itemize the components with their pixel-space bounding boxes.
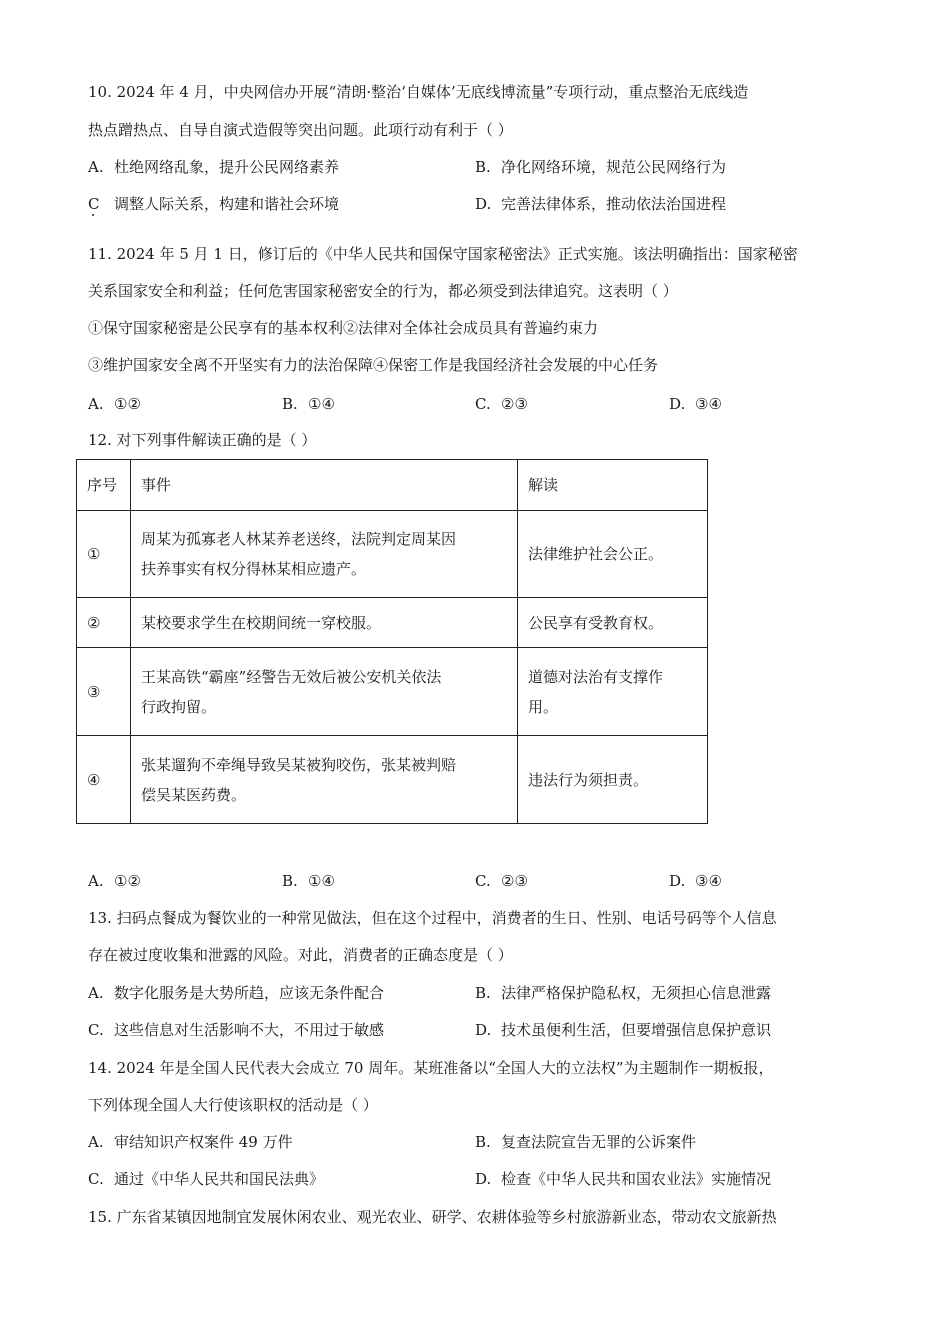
row-event: 王某高铁“霸座”经警告无效后被公安机关依法 行政拘留。 [131,648,518,736]
q11-option-b: B. ①④ [282,395,335,413]
row-number: ② [77,598,131,648]
q10-stem-line2: 热点蹭热点、自导自演式造假等突出问题。此项行动有利于（ ） [88,121,513,139]
row-event: 周某为孤寡老人林某养老送终，法院判定周某因 扶养事实有权分得林某相应遗产。 [131,511,518,598]
q10-option-b: B. 净化网络环境，规范公民网络行为 [475,158,727,176]
q11-option-d: D. ③④ [669,395,722,413]
header-event: 事件 [131,460,518,511]
q11-option-c: C. ②③ [475,395,528,413]
q11-option-a: A. ①② [88,395,141,413]
q14-option-a: A. 审结知识产权案件 49 万件 [88,1133,293,1151]
q14-stem-line2: 下列体现全国人大行使该职权的活动是（ ） [88,1096,378,1114]
q12-option-b: B. ①④ [282,872,335,890]
row-reading: 道德对法治有支撑作 用。 [518,648,708,736]
events-table [76,459,708,824]
table-header-row [77,460,708,511]
q14-option-d: D. 检查《中华人民共和国农业法》实施情况 [475,1170,772,1188]
q14-option-b: B. 复查法院宣告无罪的公诉案件 [475,1133,697,1151]
q12-option-c: C. ②③ [475,872,528,890]
q13-option-c: C. 这些信息对生活影响不大，不用过于敏感 [88,1021,385,1039]
q15-stem-line1: 15. 广东省某镇因地制宜发展休闲农业、观光农业、研学、农耕体验等乡村旅游新业态，带动农文旅新热 [88,1208,777,1226]
q12-option-d: D. ③④ [669,872,722,890]
stray-dot-mark [92,214,94,216]
q10-option-c: C 调整人际关系，构建和谐社会环境 [88,195,340,213]
q12-option-a: A. ①② [88,872,141,890]
q14-option-c: C. 通过《中华人民共和国民法典》 [88,1170,325,1188]
q13-option-d: D. 技术虽便利生活，但要增强信息保护意识 [475,1021,772,1039]
row-reading: 违法行为须担责。 [518,736,708,824]
table-row [77,511,708,598]
row-number: ① [77,511,131,598]
q10-option-d: D. 完善法律体系，推动依法治国进程 [475,195,727,213]
q14-stem-line1: 14. 2024 年是全国人民代表大会成立 70 周年。某班准备以“全国人大的立法权”为主题制作一期板报， [88,1059,774,1077]
row-number: ③ [77,648,131,736]
table-row [77,736,708,824]
row-reading: 公民享有受教育权。 [518,598,708,648]
q11-stem-line1: 11. 2024 年 5 月 1 日，修订后的《中华人民共和国保守国家秘密法》正式实施。该法明确指出：国家秘密 [88,245,798,263]
row-number: ④ [77,736,131,824]
table-row [77,598,708,648]
q13-stem-line2: 存在被过度收集和泄露的风险。对此，消费者的正确态度是（ ） [88,946,513,964]
header-reading: 解读 [518,460,708,511]
row-event: 张某遛狗不牵绳导致吴某被狗咬伤，张某被判赔 偿吴某医药费。 [131,736,518,824]
q13-stem-line1: 13. 扫码点餐成为餐饮业的一种常见做法，但在这个过程中，消费者的生日、性别、电话号码等个人信息 [88,909,777,927]
q12-stem: 12. 对下列事件解读正确的是（ ） [88,431,317,449]
row-event: 某校要求学生在校期间统一穿校服。 [131,598,518,648]
q10-stem-line1: 10. 2024 年 4 月，中央网信办开展“清朗·整治‘自媒体’无底线博流量”专项行动，重点整治无底线造 [88,83,749,101]
q11-statements-line1: ①保守国家秘密是公民享有的基本权利②法律对全体社会成员具有普遍约束力 [88,319,599,337]
header-number: 序号 [77,460,131,511]
q13-option-b: B. 法律严格保护隐私权，无须担心信息泄露 [475,984,772,1002]
table-row [77,648,708,736]
q11-statements-line2: ③维护国家安全离不开坚实有力的法治保障④保密工作是我国经济社会发展的中心任务 [88,356,659,374]
row-reading: 法律维护社会公正。 [518,511,708,598]
q13-option-a: A. 数字化服务是大势所趋，应该无条件配合 [88,984,385,1002]
q10-option-a: A. 杜绝网络乱象，提升公民网络素养 [88,158,340,176]
q11-stem-line2: 关系国家安全和利益；任何危害国家秘密安全的行为，都必须受到法律追究。这表明（ ） [88,282,678,300]
